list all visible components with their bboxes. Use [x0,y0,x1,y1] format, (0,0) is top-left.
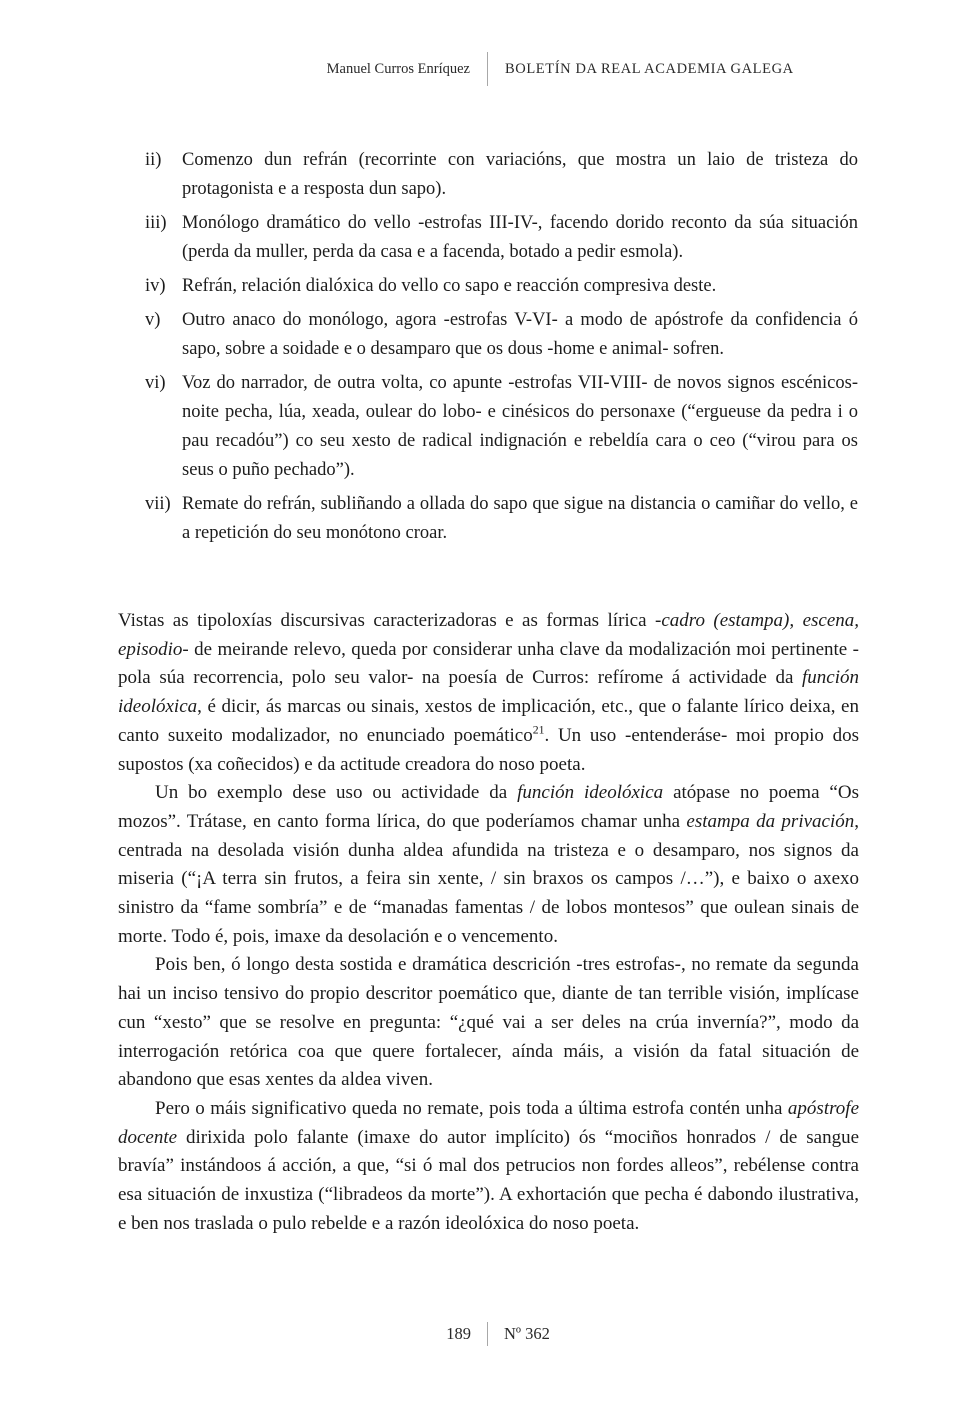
text-segment-italic: estampa da privación [686,810,855,832]
list-item [145,209,858,267]
footnote-ref: 21 [532,723,545,737]
list-item-marker: vii) [145,494,171,514]
text-segment: Un bo exemplo dese uso ou actividade da [155,782,518,804]
list-item-marker: vi) [145,373,166,393]
text-segment: Pois ben, ó longo desta sostida e dramática descrición -tres estrofas-, no remate da segunda hai un inciso tensivo do propio descritor poemático que, diante de tan terrible visión, implícase cun “xesto” que se resolve en pregunta: “¿qué vai a ser deles na crúa invernía?”, modo da interrogación retórica coa que quere fortalecer, aínda máis, a visión da fatal situación de abandono que esas xentes da aldea viven. [118,954,859,1091]
text-segment-italic: función ideolóxica [517,782,664,804]
list-item [145,369,858,485]
list-item-text: Outro anaco do monólogo, agora -estrofas V-VI- a modo de apóstrofe da confidencia ó sapo, sobre a soidade e o desamparo que os dous -home e animal- sofren. [182,310,858,359]
text-segment: de meirande relevo, queda por considerar unha clave da modalización moi pertinente -pola súa recorrencia, polo seu valor- na poesía de Curros: refírome á actividade da [118,638,859,689]
list-item-text: Monólogo dramático do vello -estrofas III-IV-, facendo dorido reconto da súa situación (perda da muller, perda da casa e a facenda, botado a pedir esmola). [182,213,858,262]
header-journal: BOLETÍN DA REAL ACADEMIA GALEGA [505,60,794,77]
numbered-list [145,146,858,553]
text-segment-italic: función ideolóxica [118,667,859,718]
list-item-marker: v) [145,310,161,330]
text-segment-italic: apóstrofe docente [118,1097,859,1148]
text-segment: dirixida polo falante (imaxe do autor implícito) ós “mociños honrados / de sangue bravía” instándoos á acción, a que, “si ó mal dos petrucios non fordes alleos”, rebélense contra esa situación de inxustiza (“libradeos da morte”). A exhortación que pecha é dabondo ilustrativa, e ben nos traslada o pulo rebelde e a razón ideolóxica do noso poeta. [118,1126,859,1234]
list-item-text: Refrán, relación dialóxica do vello co sapo e reacción compresiva deste. [182,276,717,296]
list-item [145,272,858,301]
header-author: Manuel Curros Enríquez [326,60,470,77]
list-item-text: Voz do narrador, de outra volta, co apunte -estrofas VII-VIII- de novos signos escénicos- noite pecha, lúa, xeada, oulear do lobo- e cinésicos do personaxe (“ergueuse da pedra i o pau recadóu”) co seu xesto de radical indignación e rebeldía cara o ceo (“virou para os seus o puño pechado”). [182,373,858,480]
text-segment: Pero o máis significativo queda no remate, pois toda a última estrofa contén unha [155,1097,788,1119]
text-segment: atópase no poema “Os mozos”. Trátase, en canto forma lírica, do que poderíamos chamar unha [118,782,859,832]
list-item-marker: ii) [145,150,162,170]
list-item-marker: iii) [145,213,167,233]
list-item-text: Comenzo dun refrán (recorrinte con variacións, que mostra un laio de tristeza do protagonista e a resposta dun sapo). [182,150,858,199]
text-segment: , é dicir, ás marcas ou sinais, xestos de implicación, etc., que o falante lírico deixa, en canto suxeito modalizador, no enunciado poemático [118,696,859,746]
paragraph [118,1095,859,1239]
text-segment: , centrada na desolada visión dunha aldea afundida na tristeza e o desamparo, nos signos da miseria (“¡A terra sin frutos, a feira sin xente, / sin braxos os campos /…”), e baixo o axexo sinistro da “fame sombría” e de “manadas famentas / de lobos montesos” que oulean sinais de morte. Todo é, pois, imaxe da desolación e o vencemento. [118,810,859,947]
list-item [145,306,858,364]
list-item [145,146,858,204]
list-item [145,490,858,548]
text-segment-italic: -cadro (estampa), escena, episodio- [118,610,860,660]
footer-issue: Nº 362 [504,1324,550,1343]
list-item-marker: iv) [145,276,166,296]
page-footer [0,1322,975,1346]
footer-page-number: 189 [446,1324,471,1343]
paragraph [118,779,859,951]
list-item-text: Remate do refrán, subliñando a ollada do sapo que sigue na distancia o camiñar do vello, e a repetición do seu monótono croar. [182,494,858,543]
paragraph [118,951,859,1095]
paragraph [118,607,859,779]
text-segment: . Un uso -entenderáse- moi propio dos supostos (xa coñecidos) e da actitude creadora do noso poeta. [118,724,859,775]
page-header [0,52,975,86]
text-segment: Vistas as tipoloxías discursivas caracterizadoras e as formas lírica [118,610,655,631]
body-text [118,607,859,1238]
